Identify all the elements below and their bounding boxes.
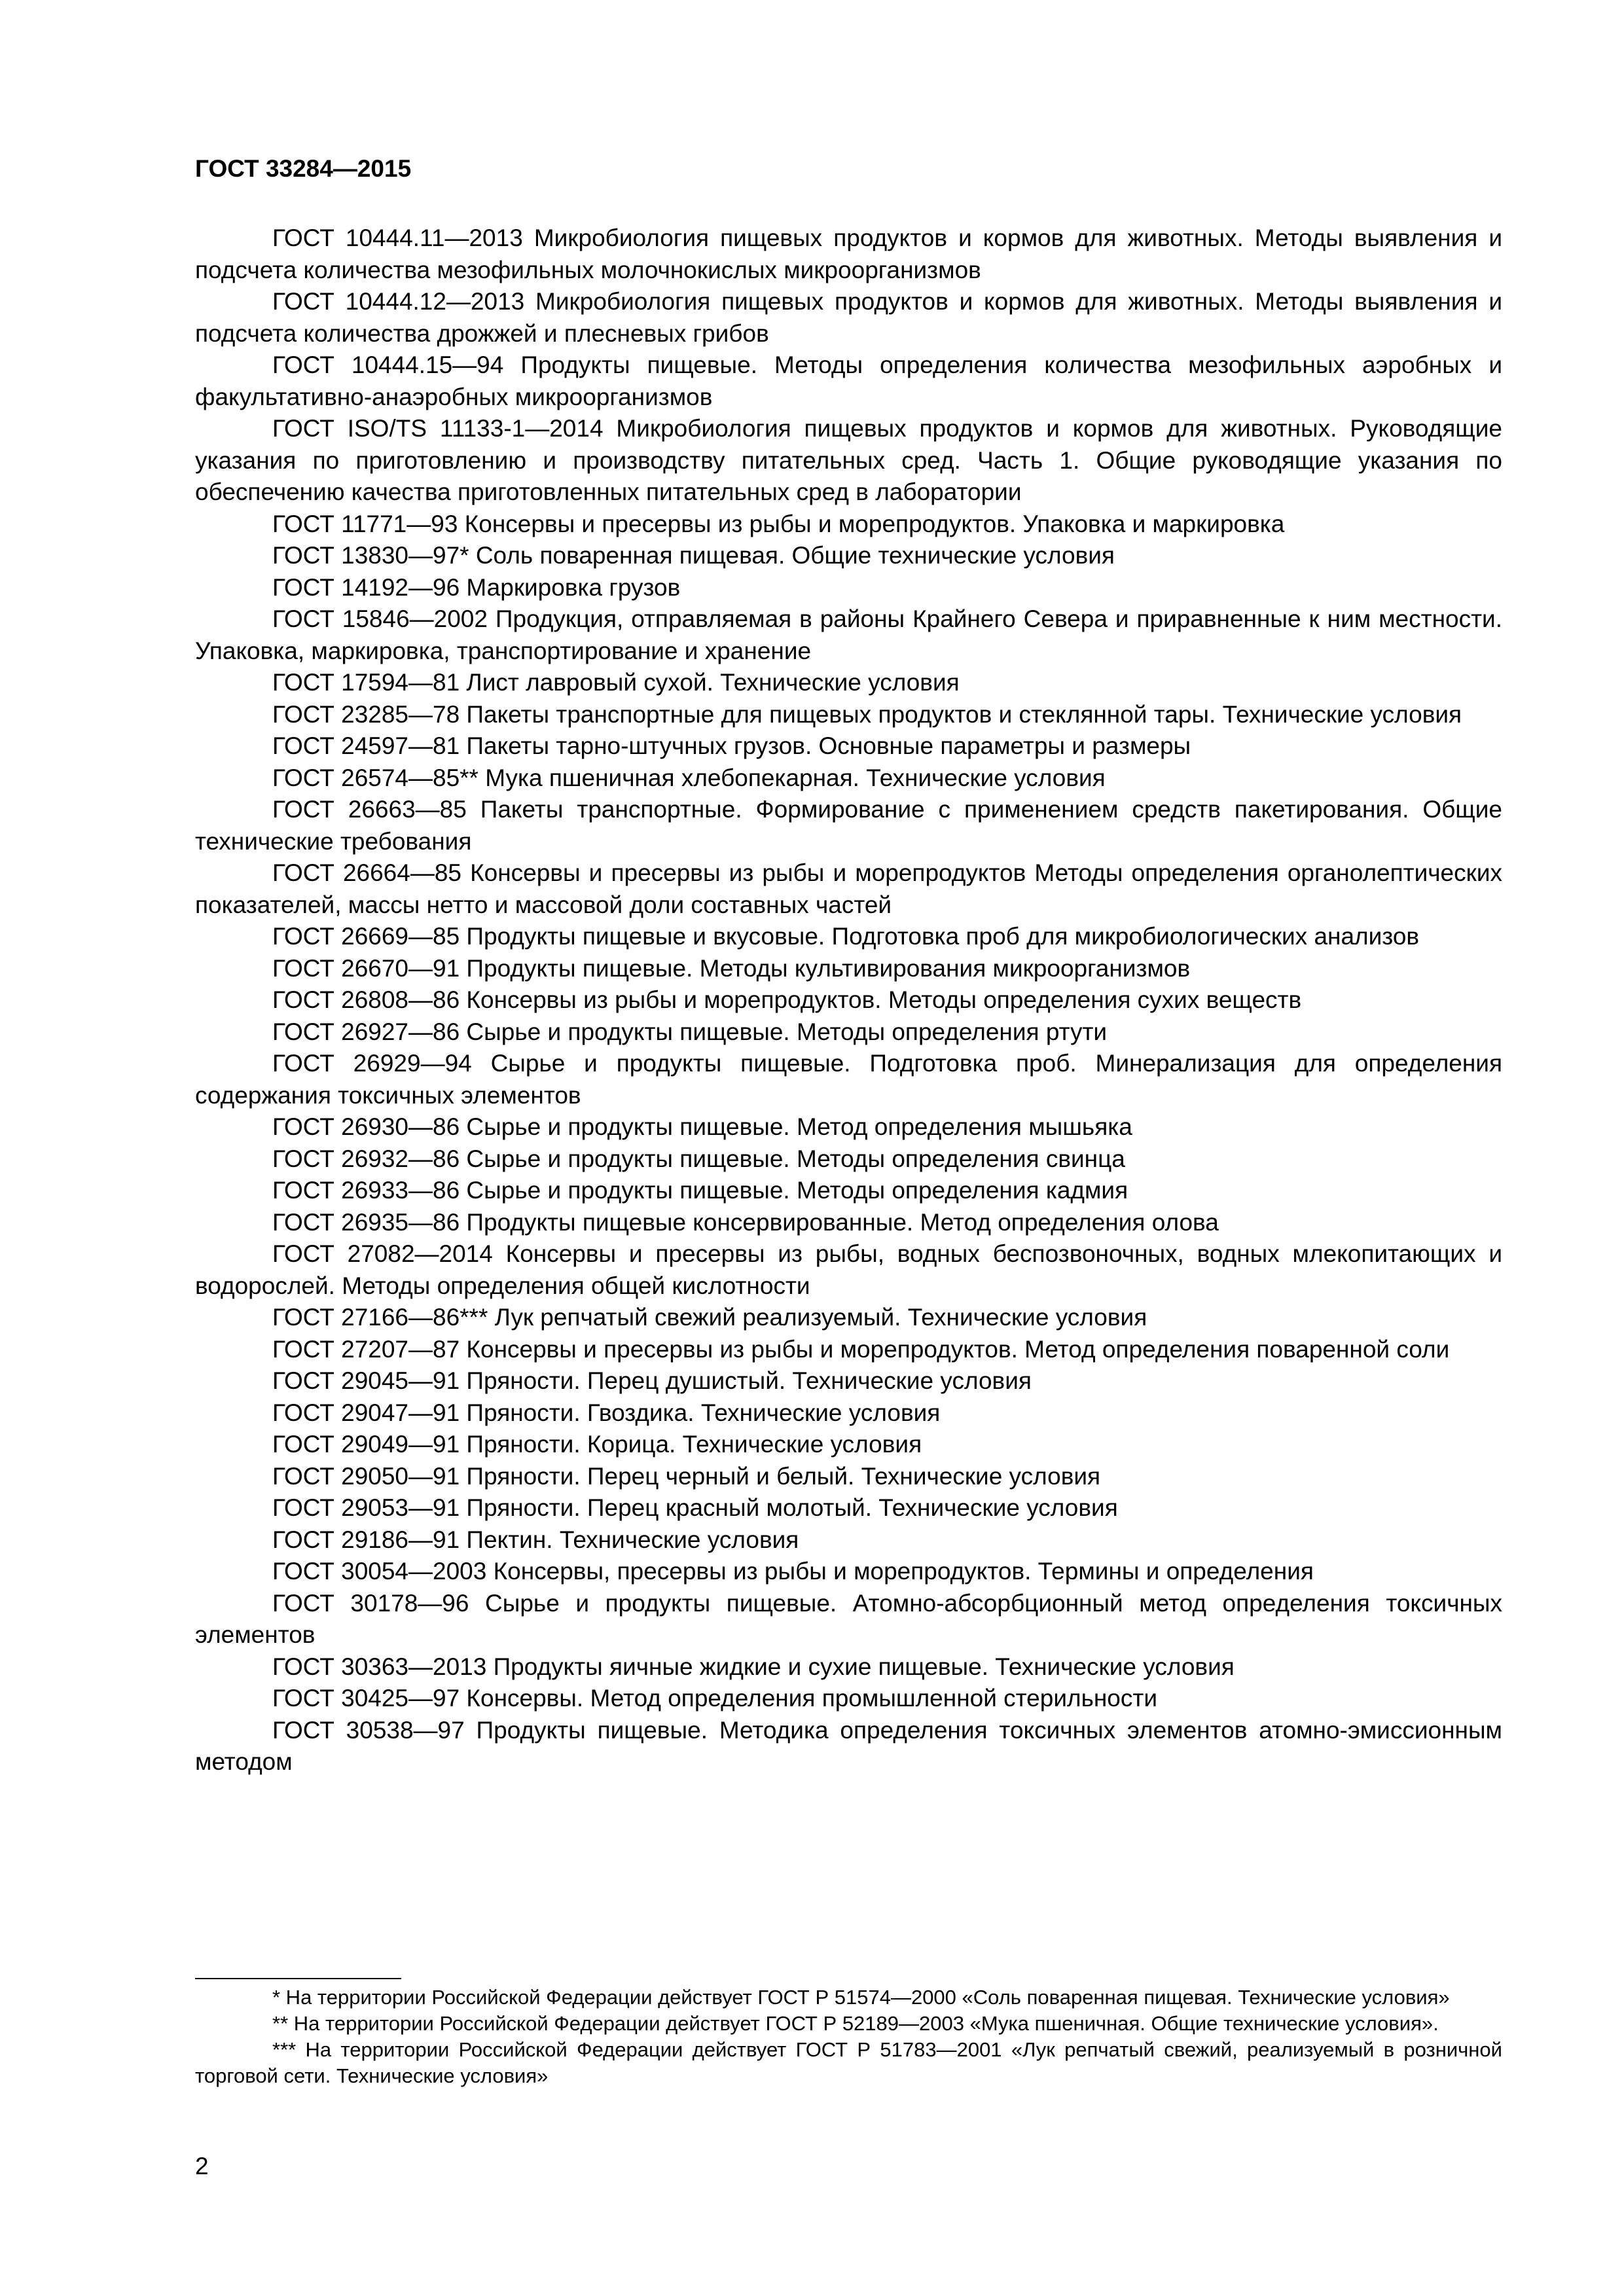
- reference-item: ГОСТ 26932—86 Сырье и продукты пищевые. Методы определения свинца: [272, 1145, 1125, 1172]
- reference-item: ГОСТ ISO/TS 11133-1—2014 Микробиология пищевых продуктов и кормов для животных. Руководящие указания по приготовлению и производству питательных сред. Часть 1. Общие руководящие указания по обеспечению качества приготовленных питательных сред в лаборатории: [195, 415, 1502, 505]
- reference-item: ГОСТ 30538—97 Продукты пищевые. Методика определения токсичных элементов атомно-эмиссионным методом: [195, 1716, 1502, 1775]
- reference-item: ГОСТ 10444.15—94 Продукты пищевые. Методы определения количества мезофильных аэробных и факультативно-анаэробных микроорганизмов: [195, 351, 1502, 410]
- reference-item: ГОСТ 29047—91 Пряности. Гвоздика. Технические условия: [272, 1399, 941, 1426]
- reference-item: ГОСТ 27166—86*** Лук репчатый свежий реализуемый. Технические условия: [272, 1304, 1147, 1331]
- reference-item: ГОСТ 26670—91 Продукты пищевые. Методы культивирования микроорганизмов: [272, 954, 1191, 982]
- reference-item: ГОСТ 29045—91 Пряности. Перец душистый. Технические условия: [272, 1367, 1032, 1394]
- reference-item: ГОСТ 29186—91 Пектин. Технические условия: [272, 1526, 799, 1553]
- document-header: ГОСТ 33284—2015: [195, 155, 412, 182]
- reference-item: ГОСТ 11771—93 Консервы и пресервы из рыбы и морепродуктов. Упаковка и маркировка: [272, 510, 1285, 537]
- reference-item: ГОСТ 26669—85 Продукты пищевые и вкусовые. Подготовка проб для микробиологических анализов: [272, 923, 1420, 950]
- footnotes: [195, 1984, 1502, 2089]
- footnote-item: *** На территории Российской Федерации действует ГОСТ Р 51783—2001 «Лук репчатый свежий, реализуемый в розничной торговой сети. Технические условия»: [195, 2038, 1502, 2087]
- reference-item: ГОСТ 26664—85 Консервы и пресервы из рыбы и морепродуктов Методы определения органолептических показателей, массы нетто и массовой доли составных частей: [195, 859, 1502, 918]
- reference-item: ГОСТ 15846—2002 Продукция, отправляемая в районы Крайнего Севера и приравненные к ним местности. Упаковка, маркировка, транспортирование и хранение: [195, 605, 1502, 664]
- reference-item: ГОСТ 17594—81 Лист лавровый сухой. Технические условия: [272, 669, 960, 696]
- reference-item: ГОСТ 27207—87 Консервы и пресервы из рыбы и морепродуктов. Метод определения поваренной соли: [272, 1335, 1450, 1363]
- reference-item: ГОСТ 10444.11—2013 Микробиология пищевых продуктов и кормов для животных. Методы выявления и подсчета количества мезофильных молочнокислых микроорганизмов: [195, 224, 1502, 283]
- reference-item: ГОСТ 26930—86 Сырье и продукты пищевые. Метод определения мышьяка: [272, 1113, 1132, 1140]
- reference-item: ГОСТ 30054—2003 Консервы, пресервы из рыбы и морепродуктов. Термины и определения: [272, 1558, 1314, 1585]
- reference-item: ГОСТ 26663—85 Пакеты транспортные. Формирование с применением средств пакетирования. Общие технические требования: [195, 796, 1502, 855]
- reference-item: ГОСТ 26929—94 Сырье и продукты пищевые. Подготовка проб. Минерализация для определения содержания токсичных элементов: [195, 1050, 1502, 1109]
- reference-item: ГОСТ 26935—86 Продукты пищевые консервированные. Метод определения олова: [272, 1208, 1219, 1236]
- reference-item: ГОСТ 26574—85** Мука пшеничная хлебопекарная. Технические условия: [272, 764, 1106, 791]
- reference-item: ГОСТ 13830—97* Соль поваренная пищевая. Общие технические условия: [272, 542, 1115, 569]
- footnote-item: ** На территории Российской Федерации действует ГОСТ Р 52189—2003 «Мука пшеничная. Общие технические условия».: [272, 2012, 1439, 2035]
- reference-item: ГОСТ 26808—86 Консервы из рыбы и морепродуктов. Методы определения сухих веществ: [272, 986, 1302, 1013]
- reference-item: ГОСТ 24597—81 Пакеты тарно-штучных грузов. Основные параметры и размеры: [272, 732, 1191, 759]
- footnote-divider: [195, 1978, 401, 1979]
- reference-item: ГОСТ 23285—78 Пакеты транспортные для пищевых продуктов и стеклянной тары. Технические условия: [272, 700, 1462, 728]
- page-number: 2: [195, 2153, 209, 2179]
- reference-item: ГОСТ 29053—91 Пряности. Перец красный молотый. Технические условия: [272, 1494, 1118, 1521]
- normative-references-list: [195, 223, 1502, 1778]
- reference-item: ГОСТ 14192—96 Маркировка грузов: [272, 573, 681, 601]
- reference-item: ГОСТ 10444.12—2013 Микробиология пищевых продуктов и кормов для животных. Методы выявления и подсчета количества дрожжей и плесневых грибов: [195, 288, 1502, 347]
- reference-item: ГОСТ 30178—96 Сырье и продукты пищевые. Атомно-абсорбционный метод определения токсичных элементов: [195, 1589, 1502, 1648]
- reference-item: ГОСТ 27082—2014 Консервы и пресервы из рыбы, водных беспозвоночных, водных млекопитающих и водорослей. Методы определения общей кислотности: [195, 1240, 1502, 1299]
- reference-item: ГОСТ 26927—86 Сырье и продукты пищевые. Методы определения ртути: [272, 1018, 1108, 1045]
- reference-item: ГОСТ 30425—97 Консервы. Метод определения промышленной стерильности: [272, 1685, 1157, 1712]
- reference-item: ГОСТ 29050—91 Пряности. Перец черный и белый. Технические условия: [272, 1462, 1101, 1490]
- footnote-item: * На территории Российской Федерации действует ГОСТ Р 51574—2000 «Соль поваренная пищевая. Технические условия»: [272, 1986, 1450, 2009]
- reference-item: ГОСТ 30363—2013 Продукты яичные жидкие и сухие пищевые. Технические условия: [272, 1653, 1235, 1680]
- reference-item: ГОСТ 26933—86 Сырье и продукты пищевые. Методы определения кадмия: [272, 1177, 1128, 1204]
- reference-item: ГОСТ 29049—91 Пряности. Корица. Технические условия: [272, 1431, 922, 1458]
